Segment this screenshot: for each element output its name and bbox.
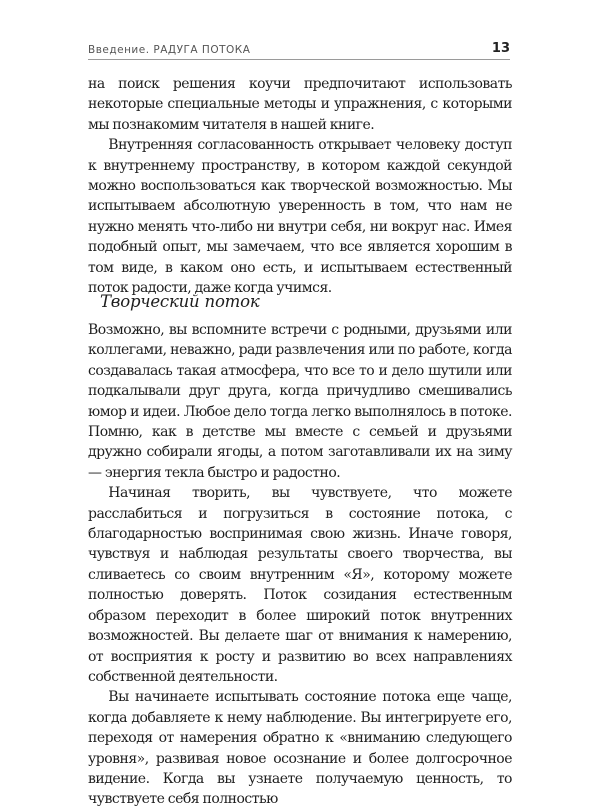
section-heading: Творческий поток — [100, 292, 260, 311]
header-rule — [88, 59, 510, 60]
body-text-section — [88, 320, 512, 810]
body-text-top — [88, 74, 512, 298]
paragraph: Внутренняя согласованность открывает человеку доступ к внутреннему пространству, в котором каждой секундой можно воспользоваться как творческой возможностью. Мы испытываем абсолютную уверенность в том, что нам не нужно менять что-либо ни внутри себя, ни вокруг нас. Имея подобный опыт, мы замечаем, что все является хорошим в том виде, в каком оно есть, и испытываем естественный поток радости, даже когда учимся. — [88, 137, 512, 297]
running-header-title: Введение. РАДУГА ПОТОКА — [88, 44, 251, 56]
paragraph: на поиск решения коучи предпочитают использовать некоторые специальные методы и упражнения, с которыми мы познакомим читателя в нашей книге. — [88, 76, 512, 133]
paragraph: Вы начинаете испытывать состояние потока еще чаще, когда добавляете к нему наблюдение. Вы интегрируете его, переходя от намерения обратно к «вниманию следующего уровня», развивая новое осознание и более долгосрочное видение. Когда вы узнаете получаемую ценность, то чувствуете себя полностью — [88, 689, 512, 808]
page-number: 13 — [491, 41, 510, 56]
running-header — [88, 36, 510, 56]
paragraph: Начиная творить, вы чувствуете, что можете расслабиться и погрузиться в состояние потока, с благодарностью воспринимая свою жизнь. Иначе говоря, чувствуя и наблюдая результаты своего творчества, вы сливаетесь со своим внутренним «Я», которому можете полностью доверять. Поток созидания естественным образом переходит в более широкий поток внутренних возможностей. Вы делаете шаг от внимания к намерению, от восприятия к росту и развитию во всех направлениях собственной деятельности. — [88, 485, 512, 685]
paragraph: Возможно, вы вспомните встречи с родными, друзьями или коллегами, неважно, ради развлечения или по работе, когда создавалась такая атмосфера, что все то и дело шутили или подкалывали друг друга, когда причудливо смешивались юмор и идеи. Любое дело тогда легко выполнялось в потоке. Помню, как в детстве мы вместе с семьей и друзьями дружно собирали ягоды, а потом заготавливали их на зиму — энергия текла быстро и радостно. — [88, 322, 512, 481]
